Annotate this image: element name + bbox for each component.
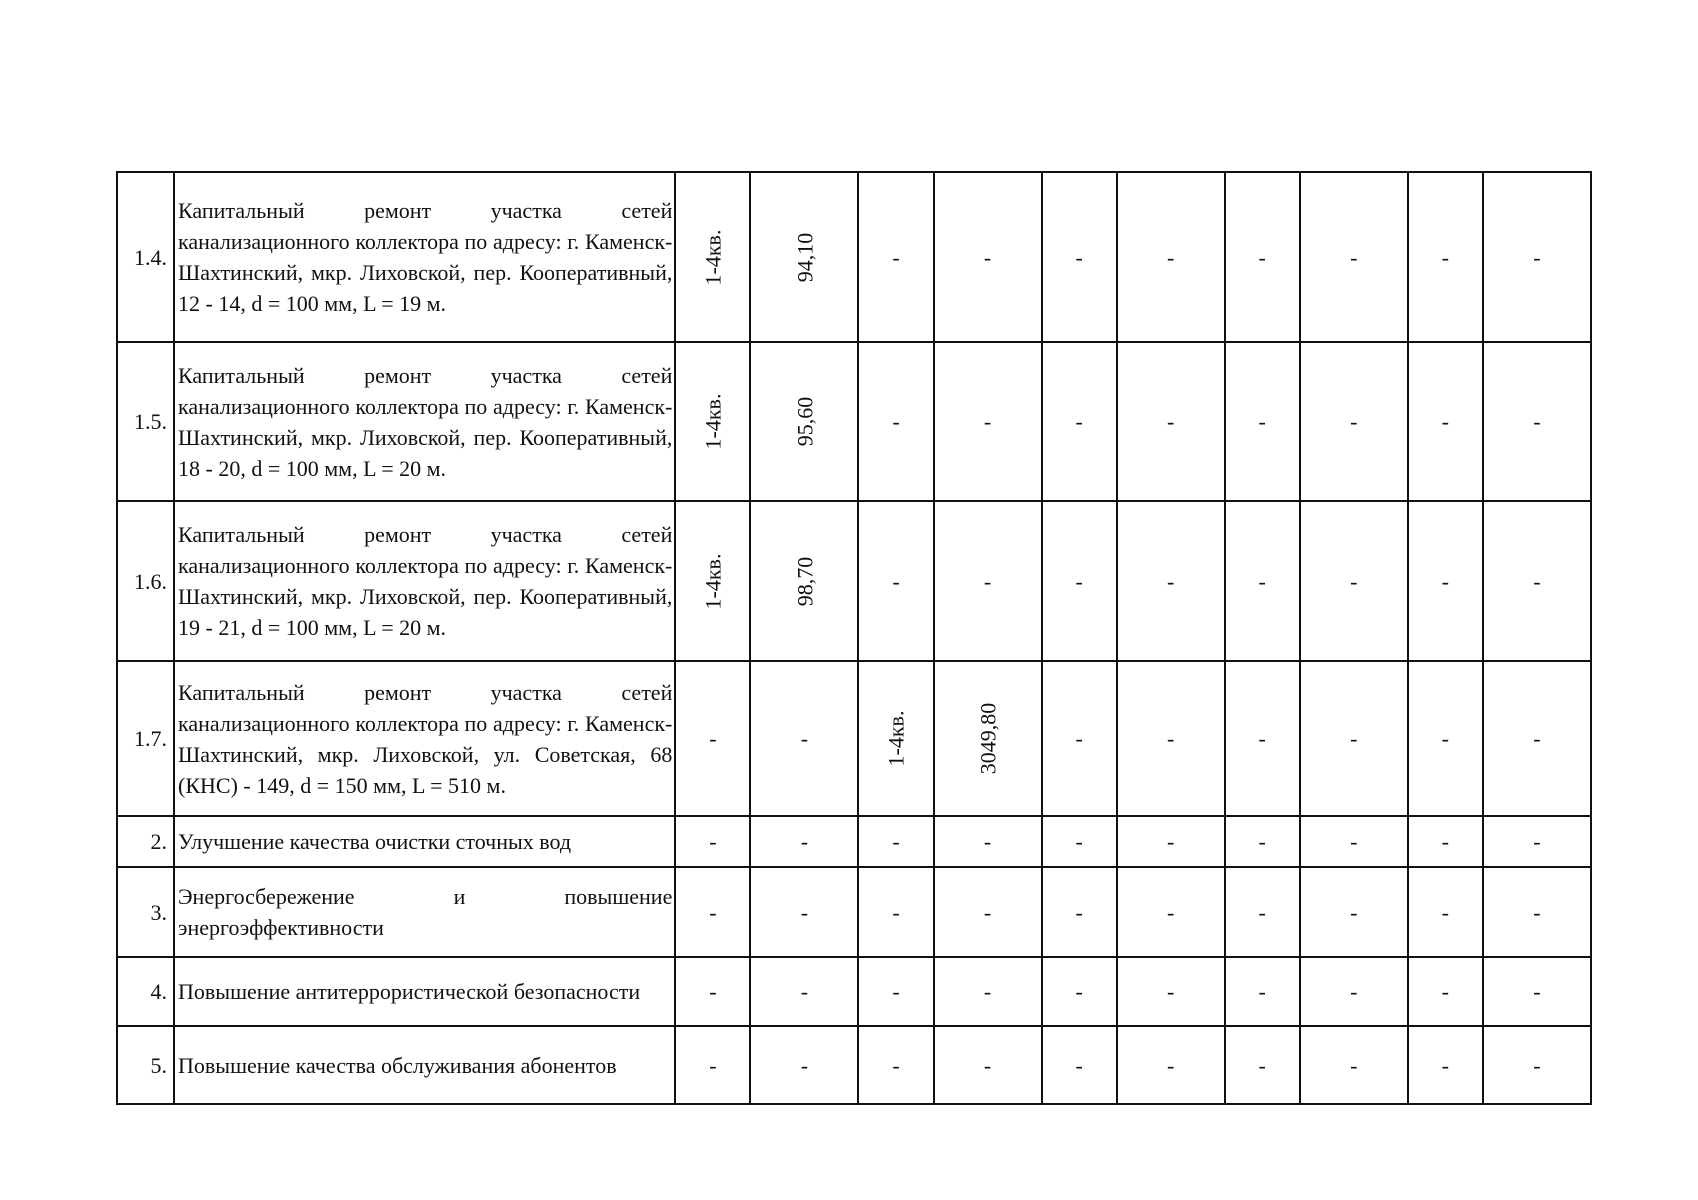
table-cell: - xyxy=(1042,172,1117,342)
table-cell: - xyxy=(675,661,750,816)
table-cell: - xyxy=(1408,1026,1483,1104)
table-cell: - xyxy=(1483,867,1591,957)
table-cell: - xyxy=(934,957,1042,1026)
table-cell: - xyxy=(1117,661,1225,816)
row-number: 1.4. xyxy=(117,172,174,342)
table-cell: - xyxy=(1117,342,1225,501)
table-cell: - xyxy=(1300,957,1408,1026)
table-cell xyxy=(750,342,858,501)
table-cell: - xyxy=(858,172,933,342)
table-cell: - xyxy=(1117,172,1225,342)
table-cell: - xyxy=(934,816,1042,867)
table-cell: - xyxy=(1042,1026,1117,1104)
table-cell: - xyxy=(858,867,933,957)
quarter-label: 1-4кв. xyxy=(700,229,726,285)
table-cell: - xyxy=(1300,501,1408,661)
row-number: 5. xyxy=(117,1026,174,1104)
table-cell: - xyxy=(675,957,750,1026)
table-cell: - xyxy=(750,1026,858,1104)
table-cell: - xyxy=(1042,816,1117,867)
table-row xyxy=(117,816,1591,867)
table-cell: - xyxy=(1225,501,1300,661)
table-cell: - xyxy=(1483,172,1591,342)
row-description: Улучшение качества очистки сточных вод xyxy=(174,816,675,867)
table-cell: - xyxy=(934,342,1042,501)
table-cell: - xyxy=(1117,1026,1225,1104)
table-cell: - xyxy=(1225,661,1300,816)
row-number: 1.5. xyxy=(117,342,174,501)
table-cell xyxy=(934,661,1042,816)
table-cell: - xyxy=(1225,957,1300,1026)
table-cell: - xyxy=(858,957,933,1026)
table-cell xyxy=(675,342,750,501)
table-cell: - xyxy=(1117,867,1225,957)
table-cell: - xyxy=(1408,816,1483,867)
table-row xyxy=(117,172,1591,342)
row-description: Капитальный ремонт участка сетей канализационного коллектора по адресу: г. Каменск-Шахтинский, мкр. Лиховской, пер. Кооперативный, 12 - 14, d = 100 мм, L = 19 м. xyxy=(174,172,675,342)
table-row xyxy=(117,1026,1591,1104)
row-description: Повышение качества обслуживания абонентов xyxy=(174,1026,675,1104)
row-description: Энергосбережение и повышение энергоэффективности xyxy=(174,867,675,957)
plan-table xyxy=(116,171,1592,1105)
table-cell: - xyxy=(1483,501,1591,661)
table-cell: - xyxy=(1225,1026,1300,1104)
table-cell: - xyxy=(1225,172,1300,342)
table-cell: - xyxy=(750,816,858,867)
row-description: Капитальный ремонт участка сетей канализационного коллектора по адресу: г. Каменск-Шахтинский, мкр. Лиховской, ул. Советская, 68 (КНС) - 149, d = 150 мм, L = 510 м. xyxy=(174,661,675,816)
table-cell: - xyxy=(934,867,1042,957)
quarter-label: 1-4кв. xyxy=(700,553,726,609)
table-cell: - xyxy=(675,1026,750,1104)
table-row xyxy=(117,661,1591,816)
table-cell: - xyxy=(1300,816,1408,867)
amount-value: 94,10 xyxy=(791,232,817,282)
table-cell: - xyxy=(750,661,858,816)
table-cell: - xyxy=(934,501,1042,661)
row-number: 2. xyxy=(117,816,174,867)
amount-value: 3049,80 xyxy=(975,702,1001,775)
table-cell: - xyxy=(1300,172,1408,342)
table-cell: - xyxy=(750,957,858,1026)
table-cell: - xyxy=(1408,957,1483,1026)
table-cell: - xyxy=(1042,342,1117,501)
table-cell: - xyxy=(675,816,750,867)
table-cell: - xyxy=(1483,661,1591,816)
row-number: 3. xyxy=(117,867,174,957)
table-cell: - xyxy=(1117,957,1225,1026)
table-cell: - xyxy=(675,867,750,957)
table-cell: - xyxy=(1117,501,1225,661)
row-description: Повышение антитеррористической безопасности xyxy=(174,957,675,1026)
table-cell: - xyxy=(1225,867,1300,957)
table-cell: - xyxy=(1225,816,1300,867)
table-cell: - xyxy=(1483,1026,1591,1104)
table-cell: - xyxy=(858,1026,933,1104)
table-cell: - xyxy=(1300,661,1408,816)
table-cell: - xyxy=(1042,661,1117,816)
table-cell: - xyxy=(1042,867,1117,957)
table-cell: - xyxy=(1300,867,1408,957)
table-cell: - xyxy=(1408,342,1483,501)
table-cell: - xyxy=(1408,172,1483,342)
table-cell: - xyxy=(1225,342,1300,501)
table-cell: - xyxy=(1483,816,1591,867)
table-row xyxy=(117,867,1591,957)
row-number: 1.6. xyxy=(117,501,174,661)
quarter-label: 1-4кв. xyxy=(883,710,909,767)
table-cell xyxy=(675,501,750,661)
table-row xyxy=(117,342,1591,501)
table-cell xyxy=(750,172,858,342)
table-cell: - xyxy=(1042,501,1117,661)
table-cell: - xyxy=(1117,816,1225,867)
table-cell: - xyxy=(1300,342,1408,501)
table-cell: - xyxy=(1300,1026,1408,1104)
table-cell: - xyxy=(1408,661,1483,816)
table-cell: - xyxy=(750,867,858,957)
table-cell: - xyxy=(1408,501,1483,661)
row-number: 1.7. xyxy=(117,661,174,816)
table-cell: - xyxy=(1042,957,1117,1026)
table-cell: - xyxy=(858,501,933,661)
amount-value: 98,70 xyxy=(791,556,817,606)
table-cell xyxy=(675,172,750,342)
table-cell: - xyxy=(934,1026,1042,1104)
table-cell: - xyxy=(1483,342,1591,501)
row-description: Капитальный ремонт участка сетей канализационного коллектора по адресу: г. Каменск-Шахтинский, мкр. Лиховской, пер. Кооперативный, 18 - 20, d = 100 мм, L = 20 м. xyxy=(174,342,675,501)
row-description: Капитальный ремонт участка сетей канализационного коллектора по адресу: г. Каменск-Шахтинский, мкр. Лиховской, пер. Кооперативный, 19 - 21, d = 100 мм, L = 20 м. xyxy=(174,501,675,661)
quarter-label: 1-4кв. xyxy=(700,393,726,450)
table-cell: - xyxy=(858,342,933,501)
table-cell: - xyxy=(1483,957,1591,1026)
table-cell: - xyxy=(934,172,1042,342)
table-cell: - xyxy=(1408,867,1483,957)
table-cell: - xyxy=(858,816,933,867)
table-cell xyxy=(750,501,858,661)
table-cell xyxy=(858,661,933,816)
table-row xyxy=(117,501,1591,661)
table-row xyxy=(117,957,1591,1026)
amount-value: 95,60 xyxy=(791,396,817,447)
row-number: 4. xyxy=(117,957,174,1026)
